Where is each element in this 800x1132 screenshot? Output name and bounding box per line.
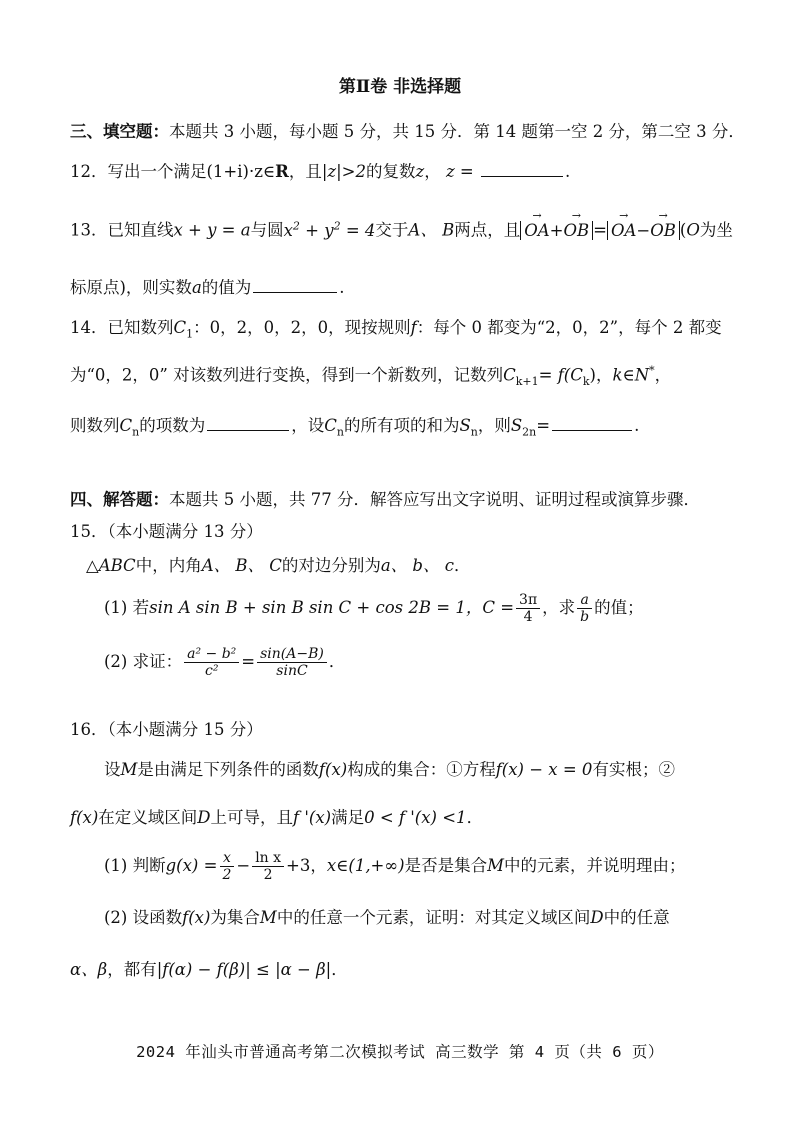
q12-end: .: [564, 162, 571, 181]
q14-eq2: = f(C: [538, 365, 583, 385]
q14-text-a: 已知数列: [107, 318, 174, 337]
q14-line2-a: 为“0，2，0” 对该数列进行变换，得到一个新数列，记数列: [70, 365, 504, 385]
q15-lhs-frac: $\frac{\text{a² − b²}}{\text{c²}}$: [184, 646, 239, 679]
q13-text-d: 两点，且: [454, 220, 521, 240]
q16-line-1: 设M是由满足下列条件的函数f(x)构成的集合：①方程f(x) − x = 0有实根；②: [104, 760, 675, 779]
q14-c1-sub: 1: [186, 327, 194, 341]
q15-intro: △ABC中，内角A、 B、 C的对边分别为a、 b、 c．: [86, 556, 471, 575]
question-14-line-2: [70, 363, 671, 389]
q14-s2n: S: [510, 416, 523, 435]
q12-text-a: 写出一个满足: [107, 162, 207, 181]
q13-paren: (: [679, 220, 687, 240]
q13-text-a: 已知直线: [107, 220, 174, 240]
q14-kset: k∈N: [612, 365, 650, 385]
section-3-label: 三、填空题：: [70, 122, 169, 141]
q14-ck-sub: k: [582, 374, 590, 388]
q13-end: .: [339, 278, 345, 297]
q16-part-1: (1) 判断g(x) = $\frac{x}{2}$ − $\frac{\text{ln x}}{2}$ +3，x∈(1,+∞)是否是集合M中的元素，并说明理由；: [104, 850, 686, 884]
q13-vector-sum: → OA+→ OB: [520, 221, 593, 240]
q16-part-2: (2) 设函数f(x)为集合M中的任意一个元素，证明：对其定义域区间D中的任意: [104, 908, 670, 927]
q13-number: 13．: [70, 220, 108, 240]
section-4-label: 四、解答题：: [70, 490, 169, 509]
q14-line3-c: ，设: [291, 416, 325, 435]
section-3-desc: 本题共 3 小题，每小题 5 分，共 15 分．第 14 题第一空 2 分，第二空 3 分．: [169, 122, 745, 141]
q12-answer-blank[interactable]: [481, 175, 563, 177]
q14-ck1: C: [503, 365, 516, 385]
q13-origin: O: [686, 220, 700, 240]
q14-line3-d: 的所有项的和为: [343, 416, 460, 435]
page-title: 第Ⅱ卷 非选择题: [338, 77, 462, 97]
question-13-line-2: [70, 276, 345, 299]
q14-f: f: [410, 318, 417, 337]
q12-expr: (1+i)·z∈: [206, 162, 276, 181]
q12-abs: |z|>2: [321, 162, 366, 181]
q15-frac-3pi-4: $\frac{3\pi}{4}$: [516, 592, 540, 625]
q14-sn: S: [459, 416, 471, 435]
q12-set-r: R: [275, 162, 289, 181]
q13-answer-blank[interactable]: [253, 291, 337, 293]
question-12: [70, 160, 570, 183]
q15-header: 15．（本小题满分 13 分）: [70, 522, 263, 541]
q13-text-c: 交于: [375, 220, 409, 240]
q12-text-c: 的复数: [366, 162, 416, 181]
q14-ck1-sub: k+1: [515, 374, 539, 388]
section-3-heading: [70, 120, 745, 143]
q13-line-eq: x + y = a: [173, 220, 251, 240]
q13-text-e: 为坐: [699, 220, 733, 240]
question-13: [70, 218, 733, 242]
q15-frac-a-b: $\frac{a}{b}$: [577, 592, 592, 625]
q14-close: )，: [589, 365, 613, 385]
q14-comma: ，: [654, 365, 672, 385]
q13-vector-diff: → OA−→ OB: [607, 221, 680, 240]
q12-number: 12．: [70, 162, 108, 181]
q12-text-b: ，且: [288, 162, 322, 181]
q14-answer-blank-2[interactable]: [552, 429, 632, 431]
q14-c1: C: [173, 318, 187, 337]
q13-circle-eq: $x^2 + y^2 = 4$: [283, 219, 376, 240]
q14-cn-2: C: [324, 416, 337, 435]
question-14-line-3: [70, 414, 639, 440]
question-14: [70, 316, 722, 342]
q13-var-a: a: [191, 278, 202, 297]
q14-text-c: ：每个 0 都变为“2，0，2”，每个 2 都变: [416, 318, 722, 337]
q12-var: z: [415, 162, 425, 181]
q12-text-d: ，: [424, 162, 441, 181]
q14-end: .: [634, 416, 640, 435]
section-4-desc: 本题共 5 小题，共 77 分．解答应写出文字说明、证明过程或演算步骤．: [169, 490, 700, 509]
q15-rhs-frac: $\frac{\sin(A-B)}{\sin C}$: [257, 646, 327, 679]
q14-text-b: ：0，2，0，2，0，现按规则: [193, 318, 411, 337]
q14-s2n-sub: 2n: [522, 425, 537, 439]
section-4-heading: [70, 488, 700, 511]
q13-line2-b: 的值为: [201, 278, 252, 297]
q15-part-2: (2) 求证： $\frac{\text{a² − b²}}{\text{c²}}$ = $\frac{\sin(A-B)}{\sin C}$ ．: [104, 646, 346, 680]
q14-star: *: [649, 364, 655, 377]
q14-cn: C: [119, 416, 133, 435]
q14-sn-sub: n: [470, 425, 478, 439]
q14-cn-sub: n: [132, 425, 140, 439]
q14-eq3: =: [536, 416, 551, 435]
q16-line-2: f(x)在定义域区间D上可导，且f '(x)满足0 < f '(x) <1．: [70, 808, 484, 827]
q13-eq: =: [593, 220, 607, 240]
q12-ask: z =: [445, 162, 474, 181]
q14-number: 14．: [70, 318, 108, 337]
q13-points: A、 B: [408, 220, 455, 240]
q14-line3-a: 则数列: [70, 416, 120, 435]
q16-header: 16．（本小题满分 15 分）: [70, 720, 263, 739]
q14-line3-b: 的项数为: [139, 416, 206, 435]
q14-cn-2-sub: n: [336, 425, 344, 439]
q14-answer-blank-1[interactable]: [207, 429, 289, 431]
q15-part-1: (1) 若sin A sin B + sin B sin C + cos 2B = 1，C = $\frac{3\pi}{4}$ ，求 $\frac{a}{b}$ 的值；: [104, 592, 644, 626]
q14-line3-e: ，则: [477, 416, 511, 435]
q13-text-b: 与圆: [250, 220, 284, 240]
page-footer: 2024 年汕头市普通高考第二次模拟考试 高三数学 第 4 页（共 6 页）: [136, 1043, 664, 1061]
q13-line2-a: 标原点)，则实数: [70, 278, 192, 297]
q16-line-4: α、β，都有|f(α) − f(β)| ≤ |α − β|．: [70, 960, 348, 979]
